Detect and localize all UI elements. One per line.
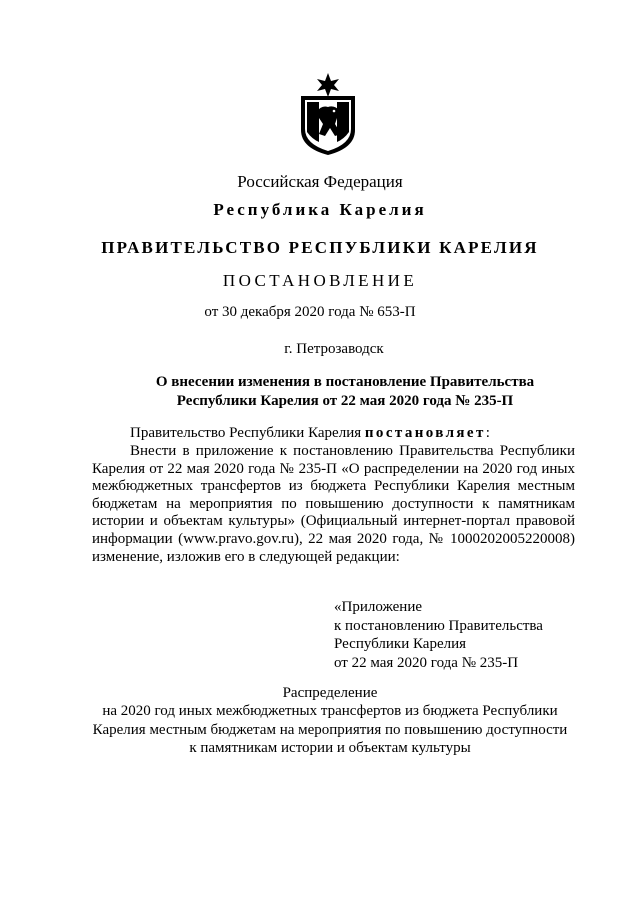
document-city: г. Петрозаводск — [284, 341, 384, 357]
republic-name: Республика Карелия — [213, 200, 427, 219]
document-type: ПОСТАНОВЛЕНИЕ — [222, 271, 418, 290]
country-name: Российская Федерация — [237, 172, 403, 191]
resolution-paragraph: Внести в приложение к постановлению Правительства Республики Карелия от 22 мая 2020 года № 235-П «О распределении на 2020 год иных межбюджетных трансфертов из бюджета Республики Карелия местным бюджетам на мероприятия по повышению доступности к памятникам истории и объектам культуры» (Официальный интернет-портал правовой информации (www.pravo.gov.ru), 22 мая 2020 года, № 1000202005220008) изменение, изложив его в следующей редакции: — [92, 443, 575, 565]
distribution-heading — [70, 684, 590, 758]
subject-line: О внесении изменения в постановление Правительства — [155, 374, 535, 390]
document-date-number: от 30 декабря 2020 года № 653-П — [204, 304, 416, 320]
distribution-line: на 2020 год иных межбюджетных трансфертов из бюджета Республики — [102, 703, 558, 720]
appendix-line: от 22 мая 2020 года № 235-П — [334, 654, 519, 671]
distribution-line: к памятникам истории и объектам культуры — [189, 740, 471, 757]
appendix-line: к постановлению Правительства — [334, 617, 543, 634]
intro-prefix: Правительство Республики Карелия — [130, 425, 365, 441]
distribution-line: Распределение — [282, 685, 378, 701]
appendix-reference — [334, 598, 574, 672]
intro-resolves: постановляет — [364, 425, 486, 441]
intro-suffix: : — [485, 425, 490, 441]
resolution-intro — [92, 425, 575, 443]
distribution-line: Карелия местным бюджетам на мероприятия по повышению доступности — [92, 721, 568, 738]
subject-line: Республики Карелия от 22 мая 2020 года № 235-П — [176, 393, 514, 409]
government-title: ПРАВИТЕЛЬСТВО РЕСПУБЛИКИ КАРЕЛИЯ — [101, 238, 539, 257]
appendix-line: Республики Карелия — [334, 636, 467, 652]
appendix-line: «Приложение — [334, 599, 423, 615]
karelia-coat-of-arms-icon — [297, 72, 359, 156]
document-subject — [150, 373, 540, 411]
